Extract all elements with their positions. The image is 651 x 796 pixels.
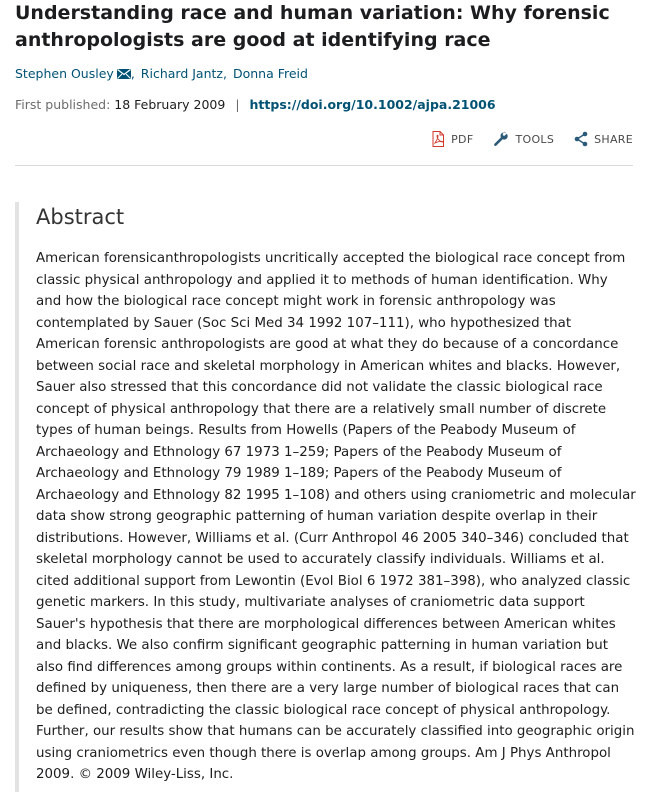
publication-info — [15, 97, 496, 113]
author-separator: , — [130, 66, 135, 81]
first-published-label: First published: — [15, 97, 111, 112]
share-icon — [574, 131, 588, 147]
abstract-section — [15, 202, 636, 792]
pdf-label: PDF — [451, 132, 474, 146]
author-separator: , — [222, 66, 227, 81]
publication-date: 18 February 2009 — [114, 97, 226, 112]
pdf-icon — [431, 131, 445, 147]
share-button[interactable] — [574, 131, 633, 147]
abstract-heading: Abstract — [36, 205, 125, 229]
author-link-donna-freid[interactable]: Donna Freid — [232, 66, 308, 81]
tools-label: TOOLS — [515, 132, 555, 146]
pdf-button[interactable] — [431, 131, 473, 147]
share-label: SHARE — [594, 132, 633, 146]
tools-button[interactable] — [493, 131, 554, 147]
author-link-richard-jantz[interactable]: Richard Jantz — [140, 66, 223, 81]
doi-link[interactable]: https://doi.org/10.1002/ajpa.21006 — [249, 97, 496, 112]
article-title: Understanding race and human variation: Why forensic anthropologists are good at identifying race — [15, 2, 610, 51]
author-list — [15, 66, 308, 82]
pub-divider: | — [235, 97, 240, 112]
wrench-icon — [493, 131, 509, 147]
author-link-stephen-ousley[interactable]: Stephen Ousley — [15, 66, 114, 81]
article-tools — [431, 131, 633, 147]
section-divider — [15, 165, 633, 166]
abstract-text: American forensicanthropologists uncritically accepted the biological race concept from classic physical anthropology and applied it to methods of human identification. Why and how the biological race concept might work in forensic anthropology was contemplated by Sauer (Soc Sci Med 34 1992 107–111), who hypothesized that American forensic anthropologists are good at what they do because of a concordance between social race and skeletal morphology in American whites and blacks. However, Sauer also stressed that this concordance did not validate the classic biological race concept of physical anthropology that there are a relatively small number of discrete types of human beings. Results from Howells (Papers of the Peabody Museum of Archaeology and Ethnology 67 1973 1–259; Papers of the Peabody Museum of Archaeology and Ethnology 79 1989 1–189; Papers of the Peabody Museum of Archaeology and Ethnology 82 1995 1–108) and others using craniometric and molecular data show strong geographic patterning of human variation despite overlap in their distributions. However, Williams et al. (Curr Anthropol 46 2005 340–346) concluded that skeletal morphology cannot be used to accurately classify individuals. Williams et al. cited additional support from Lewontin (Evol Biol 6 1972 381–398), who analyzed classic genetic markers. In this study, multivariate analyses of craniometric data support Sauer's hypothesis that there are morphological differences between American whites and blacks. We also confirm significant geographic patterning in human variation but also find differences among groups within continents. As a result, if biological races are defined by uniqueness, then there are a very large number of biological races that can be defined, contradicting the classic biological race concept of physical anthropology. Further, our results show that humans can be accurately classified into geographic origin using craniometrics even though there is overlap among groups. Am J Phys Anthropol 2009. © 2009 Wiley-Liss, Inc. — [36, 251, 636, 782]
envelope-icon[interactable] — [117, 69, 131, 79]
